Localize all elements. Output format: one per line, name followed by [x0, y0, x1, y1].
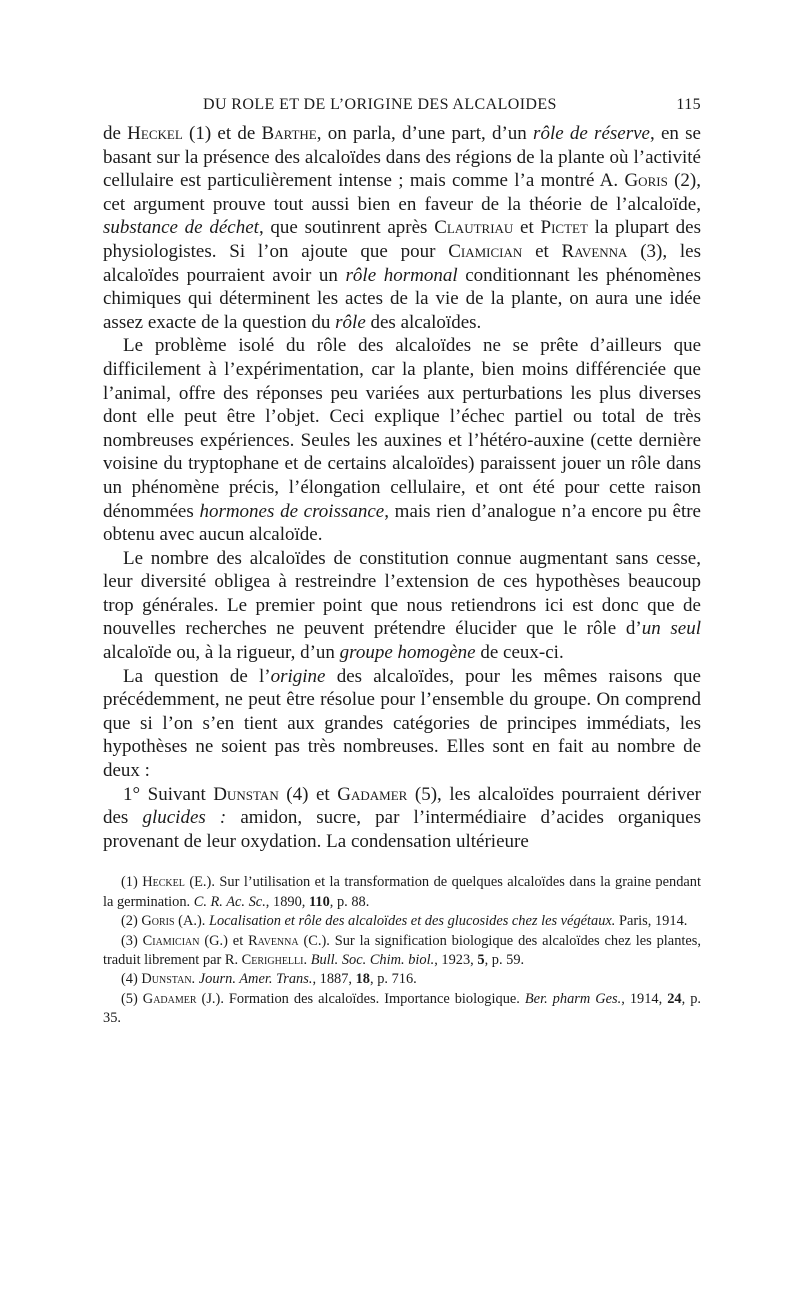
- footnote: (1) Heckel (E.). Sur l’utilisation et la transformation de quelques alcaloïdes dans la graine pendant la germination. C. R. Ac. Sc., 1890, 110, p. 88.: [103, 874, 701, 910]
- author-name: Gadamer: [337, 783, 408, 805]
- footnote: (5) Gadamer (J.). Formation des alcaloïdes. Importance biologique. Ber. pharm Ges., 1914, 24, p. 35.: [103, 990, 702, 1027]
- running-header: [103, 96, 701, 122]
- author-name: Dunstan: [141, 971, 192, 988]
- running-title: DU ROLE ET DE L’ORIGINE DES ALCALOIDES: [203, 96, 557, 113]
- author-name: Heckel: [142, 874, 185, 891]
- author-name: Barthe: [261, 123, 317, 144]
- paragraph-hypothesis-1: 1° Suivant Dunstan (4) et Gadamer (5), les alcaloïdes pourraient dériver des glucides : amidon, sucre, par l’intermédiaire d’acides organiques provenant de leur oxydation. La condensation ultérieure: [103, 783, 701, 852]
- author-name: Cerighelli: [241, 952, 304, 969]
- book-page: [103, 96, 701, 1029]
- emphasis: glucides :: [142, 807, 227, 829]
- emphasis: rôle de réserve: [533, 123, 650, 144]
- author-name: Ravenna: [561, 240, 628, 262]
- main-text: [103, 122, 701, 853]
- paragraph-roles: de Heckel (1) et de Barthe, on parla, d’une part, d’un rôle de réserve, en se basant sur la présence des alcaloïdes dans des régions de la plante où l’activité cellulaire est particulièrement intense ; mais comme l’a montré A. Goris (2), cet argument prouve tout aussi bien en faveur de la théorie de l’alcaloïde, substance de déchet, que soutinrent après Clautriau et Pictet la plupart des physiologistes. Si l’on ajoute que pour Ciamician et Ravenna (3), les alcaloïdes pourraient avoir un rôle hormonal conditionnant les phénomènes chimiques qui déterminent les actes de la vie de la plante, on aura une idée assez exacte de la question du rôle des alcaloïdes.: [103, 123, 702, 333]
- emphasis: rôle: [335, 311, 366, 333]
- emphasis: un seul: [641, 618, 701, 640]
- author-name: Goris: [624, 170, 668, 192]
- footnote: (4) Dunstan. Journ. Amer. Trans., 1887, 18, p. 716.: [121, 971, 417, 988]
- emphasis: origine: [270, 665, 326, 687]
- emphasis: hormones de croissance: [199, 500, 385, 522]
- author-name: Gadamer: [142, 990, 197, 1007]
- emphasis: rôle hormonal: [345, 264, 458, 286]
- page-number: 115: [676, 96, 701, 113]
- author-name: Dunstan: [213, 783, 279, 805]
- emphasis: groupe homogène: [339, 642, 476, 664]
- footnote: (3) Ciamician (G.) et Ravenna (C.). Sur la signification biologique des alcaloïdes chez les plantes, traduit librement par R. Cerighelli. Bull. Soc. Chim. biol., 1923, 5, p. 59.: [103, 932, 701, 969]
- footnote: (2) Goris (A.). Localisation et rôle des alcaloïdes et des glucosides chez les végétaux. Paris, 1914.: [121, 913, 688, 930]
- author-name: Clautriau: [434, 217, 514, 239]
- author-name: Goris: [141, 913, 175, 930]
- paragraph-origin: La question de l’origine des alcaloïdes, pour les mêmes raisons que précédemment, ne peut être résolue pour l’ensemble du groupe. On comprend que si l’on s’en tient aux grandes catégories de principes immédiats, les hypothèses ne soient pas très nombreuses. Elles sont en fait au nombre de deux :: [103, 665, 701, 782]
- emphasis: substance de déchet: [103, 217, 259, 239]
- author-name: Pictet: [540, 217, 588, 239]
- author-name: Ciamician: [142, 932, 200, 949]
- author-name: Ciamician: [448, 240, 523, 262]
- author-name: Ravenna: [248, 932, 299, 949]
- footnotes: [103, 873, 701, 1028]
- author-name: Heckel: [127, 123, 183, 144]
- footnote-separator: [103, 853, 701, 873]
- paragraph-diversity: Le nombre des alcaloïdes de constitution connue augmentant sans cesse, leur diversité obligea à restreindre l’extension de ces hypothèses beaucoup trop générales. Le premier point que nous retiendrons ici est donc que de nouvelles recherches ne peuvent prétendre élucider que le rôle d’un seul alcaloïde ou, à la rigueur, d’un groupe homogène de ceux-ci.: [103, 547, 701, 664]
- paragraph-experimentation: Le problème isolé du rôle des alcaloïdes ne se prête d’ailleurs que difficilement à l’expérimentation, car la plante, bien moins différenciée que l’animal, offre des réponses peu variées aux perturbations les plus diverses dont elle peut être l’objet. Ceci explique l’échec partiel ou total de très nombreuses expériences. Seules les auxines et l’hétéro-auxine (cette dernière voisine du tryptophane et de certains alcaloïdes) paraissent jouer un rôle dans un phénomène précis, l’élongation cellulaire, et ont été pour cette raison dénommées hormones de croissance, mais rien d’analogue n’a encore pu être obtenu avec aucun alcaloïde.: [103, 335, 701, 546]
